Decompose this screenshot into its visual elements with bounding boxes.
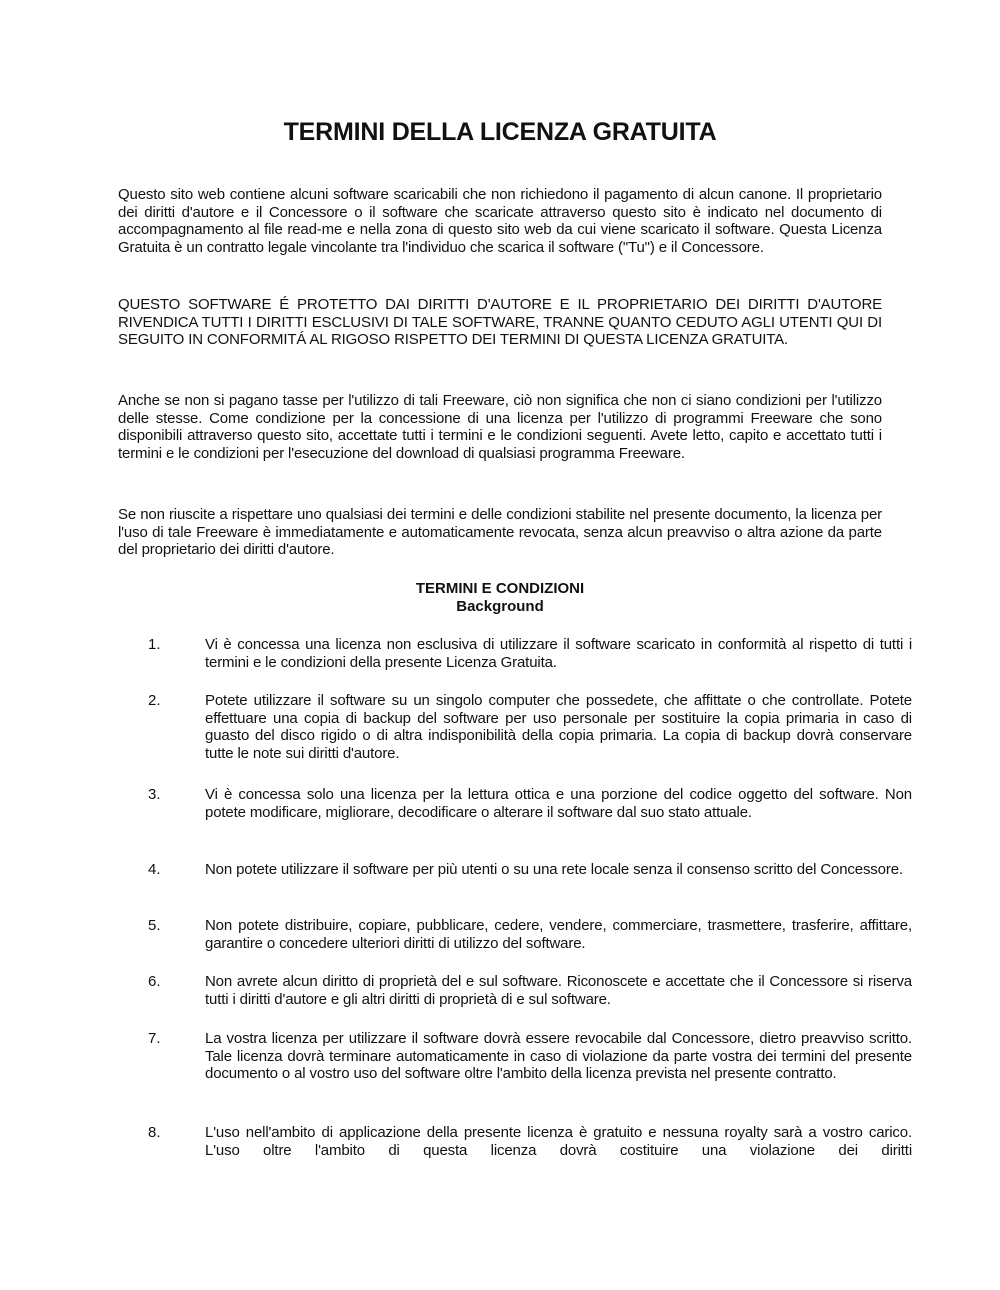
section-subheading: Background	[456, 598, 544, 615]
list-item-text: Non potete utilizzare il software per più utenti o su una rete locale senza il consenso scritto del Concessore.	[205, 861, 903, 878]
list-item-number: 8.	[148, 1124, 161, 1141]
list-item-text: Non avrete alcun diritto di proprietà del e sul software. Riconoscete e accettate che il Concessore si riserva tutti i diritti d'autore e gli altri diritti di proprietà di e sul software.	[205, 973, 912, 1008]
copyright-notice-paragraph: QUESTO SOFTWARE É PROTETTO DAI DIRITTI D'AUTORE E IL PROPRIETARIO DEI DIRITTI D'AUTORE RIVENDICA TUTTI I DIRITTI ESCLUSIVI DI TALE SOFTWARE, TRANNE QUANTO CEDUTO AGLI UTENTI QUI DI SEGUITO IN CONFORMITÁ AL RIGOSO RISPETTO DEI TERMINI DI QUESTA LICENZA GRATUITA.	[118, 296, 882, 349]
section-heading: TERMINI E CONDIZIONI	[415, 580, 585, 597]
list-item-number: 3.	[148, 786, 161, 803]
intro-paragraph: Questo sito web contiene alcuni software scaricabili che non richiedono il pagamento di alcun canone. Il proprietario dei diritti d'autore e il Concessore o il software che scaricate attraverso questo sito è indicato nel documento di accompagnamento al file read-me e nella zona di questo sito web da cui viene scaricato il software. Questa Licenza Gratuita è un contratto legale vincolante tra l'individuo che scarica il software ("Tu") e il Concessore.	[118, 186, 882, 256]
list-item-text: La vostra licenza per utilizzare il software dovrà essere revocabile dal Concessore, dietro preavviso scritto. Tale licenza dovrà terminare automaticamente in caso di violazione da parte vostra dei termini del presente documento o al vostro uso del software oltre l'ambito della licenza prevista nel presente contratto.	[205, 1030, 912, 1083]
list-item-number: 6.	[148, 973, 161, 990]
list-item-text: Potete utilizzare il software su un singolo computer che possedete, che affittate o che controllate. Potete effettuare una copia di backup del software per uso personale per sostituire la copia primaria in caso di guasto del disco rigido o di altra indisponibilità della copia primaria. La copia di backup dovrà conservare tutte le note sui diritti d'autore.	[205, 692, 912, 762]
list-item-number: 2.	[148, 692, 161, 709]
list-item-number: 1.	[148, 636, 161, 653]
list-item-text: Vi è concessa una licenza non esclusiva di utilizzare il software scaricato in conformità al rispetto di tutti i termini e le condizioni della presente Licenza Gratuita.	[205, 636, 912, 671]
document-title: TERMINI DELLA LICENZA GRATUITA	[283, 118, 717, 146]
list-item-text: L'uso nell'ambito di applicazione della presente licenza è gratuito e nessuna royalty sarà a vostro carico. L'uso oltre l'ambito di questa licenza dovrà costituire una violazione dei diritti	[205, 1124, 912, 1159]
list-item-number: 4.	[148, 861, 161, 878]
revocation-paragraph: Se non riuscite a rispettare uno qualsiasi dei termini e delle condizioni stabilite nel presente documento, la licenza per l'uso di tale Freeware è immediatamente e automaticamente revocata, senza alcun preavviso o altra azione da parte del proprietario dei diritti d'autore.	[118, 506, 882, 559]
list-item-number: 7.	[148, 1030, 161, 1047]
list-item-text: Vi è concessa solo una licenza per la lettura ottica e una porzione del codice oggetto del software. Non potete modificare, migliorare, decodificare o alterare il software dal suo stato attuale.	[205, 786, 912, 821]
freeware-conditions-paragraph: Anche se non si pagano tasse per l'utilizzo di tali Freeware, ciò non significa che non ci siano condizioni per l'utilizzo delle stesse. Come condizione per la concessione di una licenza per l'utilizzo di programmi Freeware che sono disponibili attraverso questo sito, accettate tutti i termini e le condizioni seguenti. Avete letto, capito e accettato tutti i termini e le condizioni per l'esecuzione del download di qualsiasi programma Freeware.	[118, 392, 882, 462]
list-item-text: Non potete distribuire, copiare, pubblicare, cedere, vendere, commerciare, trasmettere, trasferire, affittare, garantire o concedere ulteriori diritti di utilizzo del software.	[205, 917, 912, 952]
list-item-number: 5.	[148, 917, 161, 934]
